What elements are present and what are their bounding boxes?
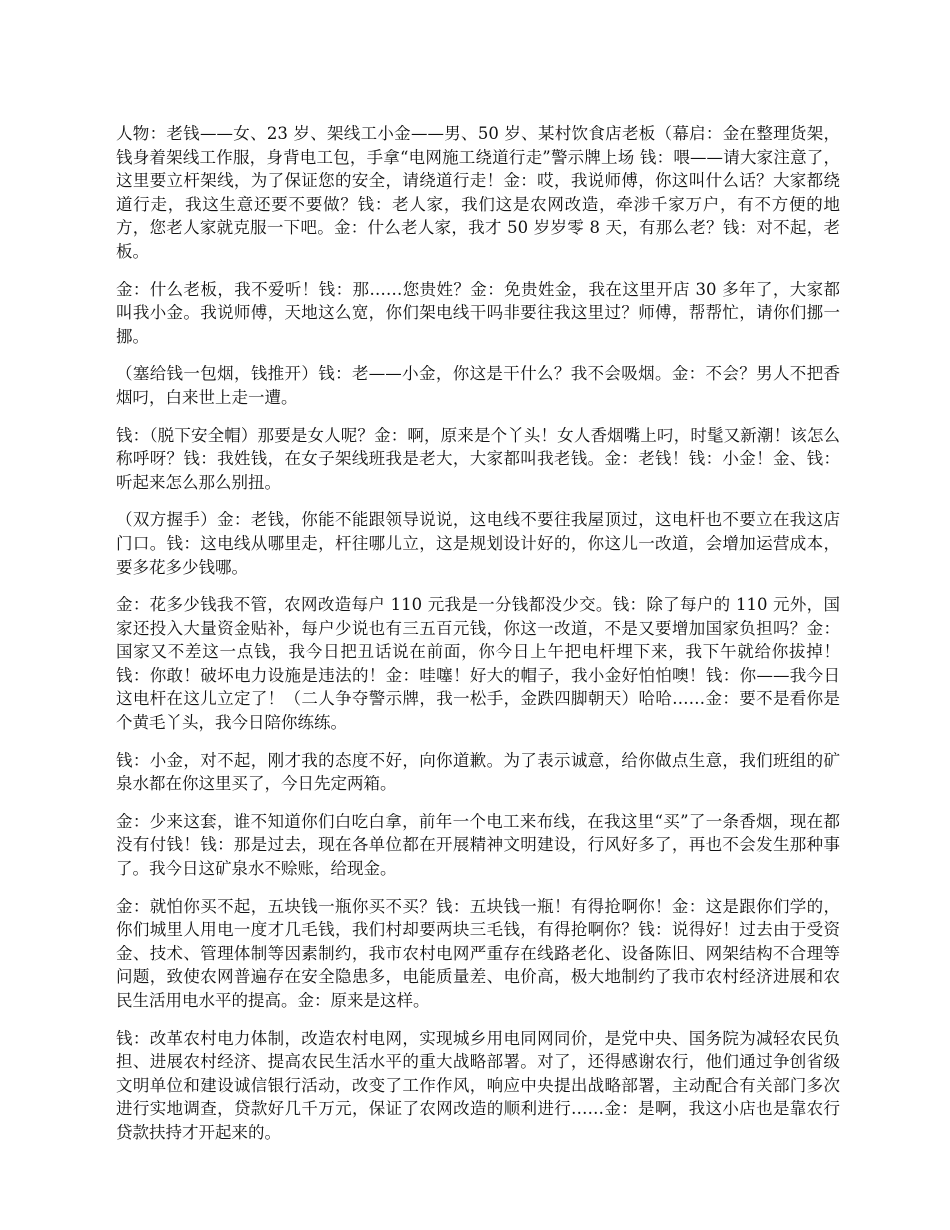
paragraph: 金：什么老板，我不爱听！钱：那……您贵姓？金：免贵姓金，我在这里开店 30 多年了，大家都叫我小金。我说师傅，天地这么宽，你们架电线干吗非要往我这里过？师傅，帮帮忙，请你们挪一挪。 [116,279,840,346]
paragraph: 人物：老钱——女、23 岁、架线工小金——男、50 岁、某村饮食店老板（幕启：金在整理货架，钱身着架线工作服，身背电工包，手拿“电网施工绕道行走”警示牌上场 钱：喂——请大家注意了，这里要立杆架线，为了保证您的安全，请绕道行走！金：哎，我说师傅，你这叫什么话？大家都绕道行走，我这生意还要不要做？钱：老人家，我们这是农网改造，牵涉千家万户，有不方便的地方，您老人家就克服一下吧。金：什么老人家，我才 50 岁岁零 8 天，有那么老？钱：对不起，老板。 [116,124,840,261]
paragraph: （双方握手）金：老钱，你能不能跟领导说说，这电线不要往我屋顶过，这电杆也不要立在我这店门口。钱：这电线从哪里走，杆往哪儿立，这是规划设计好的，你这儿一改道，会增加运营成本，要多花多少钱哪。 [116,510,840,577]
paragraph: 金：花多少钱我不管，农网改造每户 110 元我是一分钱都没少交。钱：除了每户的 110 元外，国家还投入大量资金贴补，每户少说也有三五百元钱，你这一改道，不是又要增加国家负担吗？金：国家又不差这一点钱，我今日把丑话说在前面，你今日上午把电杆埋下来，我下午就给你拔掉！钱：你敢！破坏电力设施是违法的！金：哇噻！好大的帽子，我小金好怕怕噢！钱：你——我今日这电杆在这儿立定了！（二人争夺警示牌，我一松手，金跌四脚朝天）哈哈……金：要不是看你是个黄毛丫头，我今日陪你练练。 [116,595,840,733]
paragraph: （塞给钱一包烟，钱推开）钱：老——小金，你这是干什么？我不会吸烟。金：不会？男人不把香烟叼，白来世上走一遭。 [116,364,840,407]
paragraph: 金：少来这套，谁不知道你们白吃白拿，前年一个电工来布线，在我这里“买”了一条香烟，现在都没有付钱！钱：那是过去，现在各单位都在开展精神文明建设，行风好多了，再也不会发生那种事了。我今日这矿泉水不赊账，给现金。 [116,811,840,879]
paragraph: 钱：（脱下安全帽）那要是女人呢？金：啊，原来是个丫头！女人香烟嘴上叼，时髦又新潮！该怎么称呼呀？钱：我姓钱，在女子架线班我是老大，大家都叫我老钱。金：老钱！钱：小金！金、钱：听起来怎么那么别扭。 [116,425,840,492]
paragraph: 钱：小金，对不起，刚才我的态度不好，向你道歉。为了表示诚意，给你做点生意，我们班组的矿泉水都在你这里买了，今日先定两箱。 [116,750,840,794]
paragraph: 金：就怕你买不起，五块钱一瓶你买不买？钱：五块钱一瓶！有得抢啊你！金：这是跟你们学的，你们城里人用电一度才几毛钱，我们村却要两块三毛钱，有得抢啊你？钱：说得好！过去由于受资金、技术、管理体制等因素制约，我市农村电网严重存在线路老化、设备陈旧、网架结构不合理等问题，致使农网普遍存在安全隐患多，电能质量差、电价高，极大地制约了我市农村经济进展和农民生活用电水平的提高。金：原来是这样。 [116,896,840,1010]
paragraph: 钱：改革农村电力体制，改造农村电网，实现城乡用电同网同价，是党中央、国务院为减轻农民负担、进展农村经济、提高农民生活水平的重大战略部署。对了，还得感谢农行，他们通过争创省级文明单位和建设诚信银行活动，改变了工作作风，响应中央提出战略部署，主动配合有关部门多次进行实地调查，贷款好几千万元，保证了农网改造的顺利进行……金：是啊，我这小店也是靠农行贷款扶持才开起来的。 [116,1028,840,1142]
document-page [116,122,840,1159]
